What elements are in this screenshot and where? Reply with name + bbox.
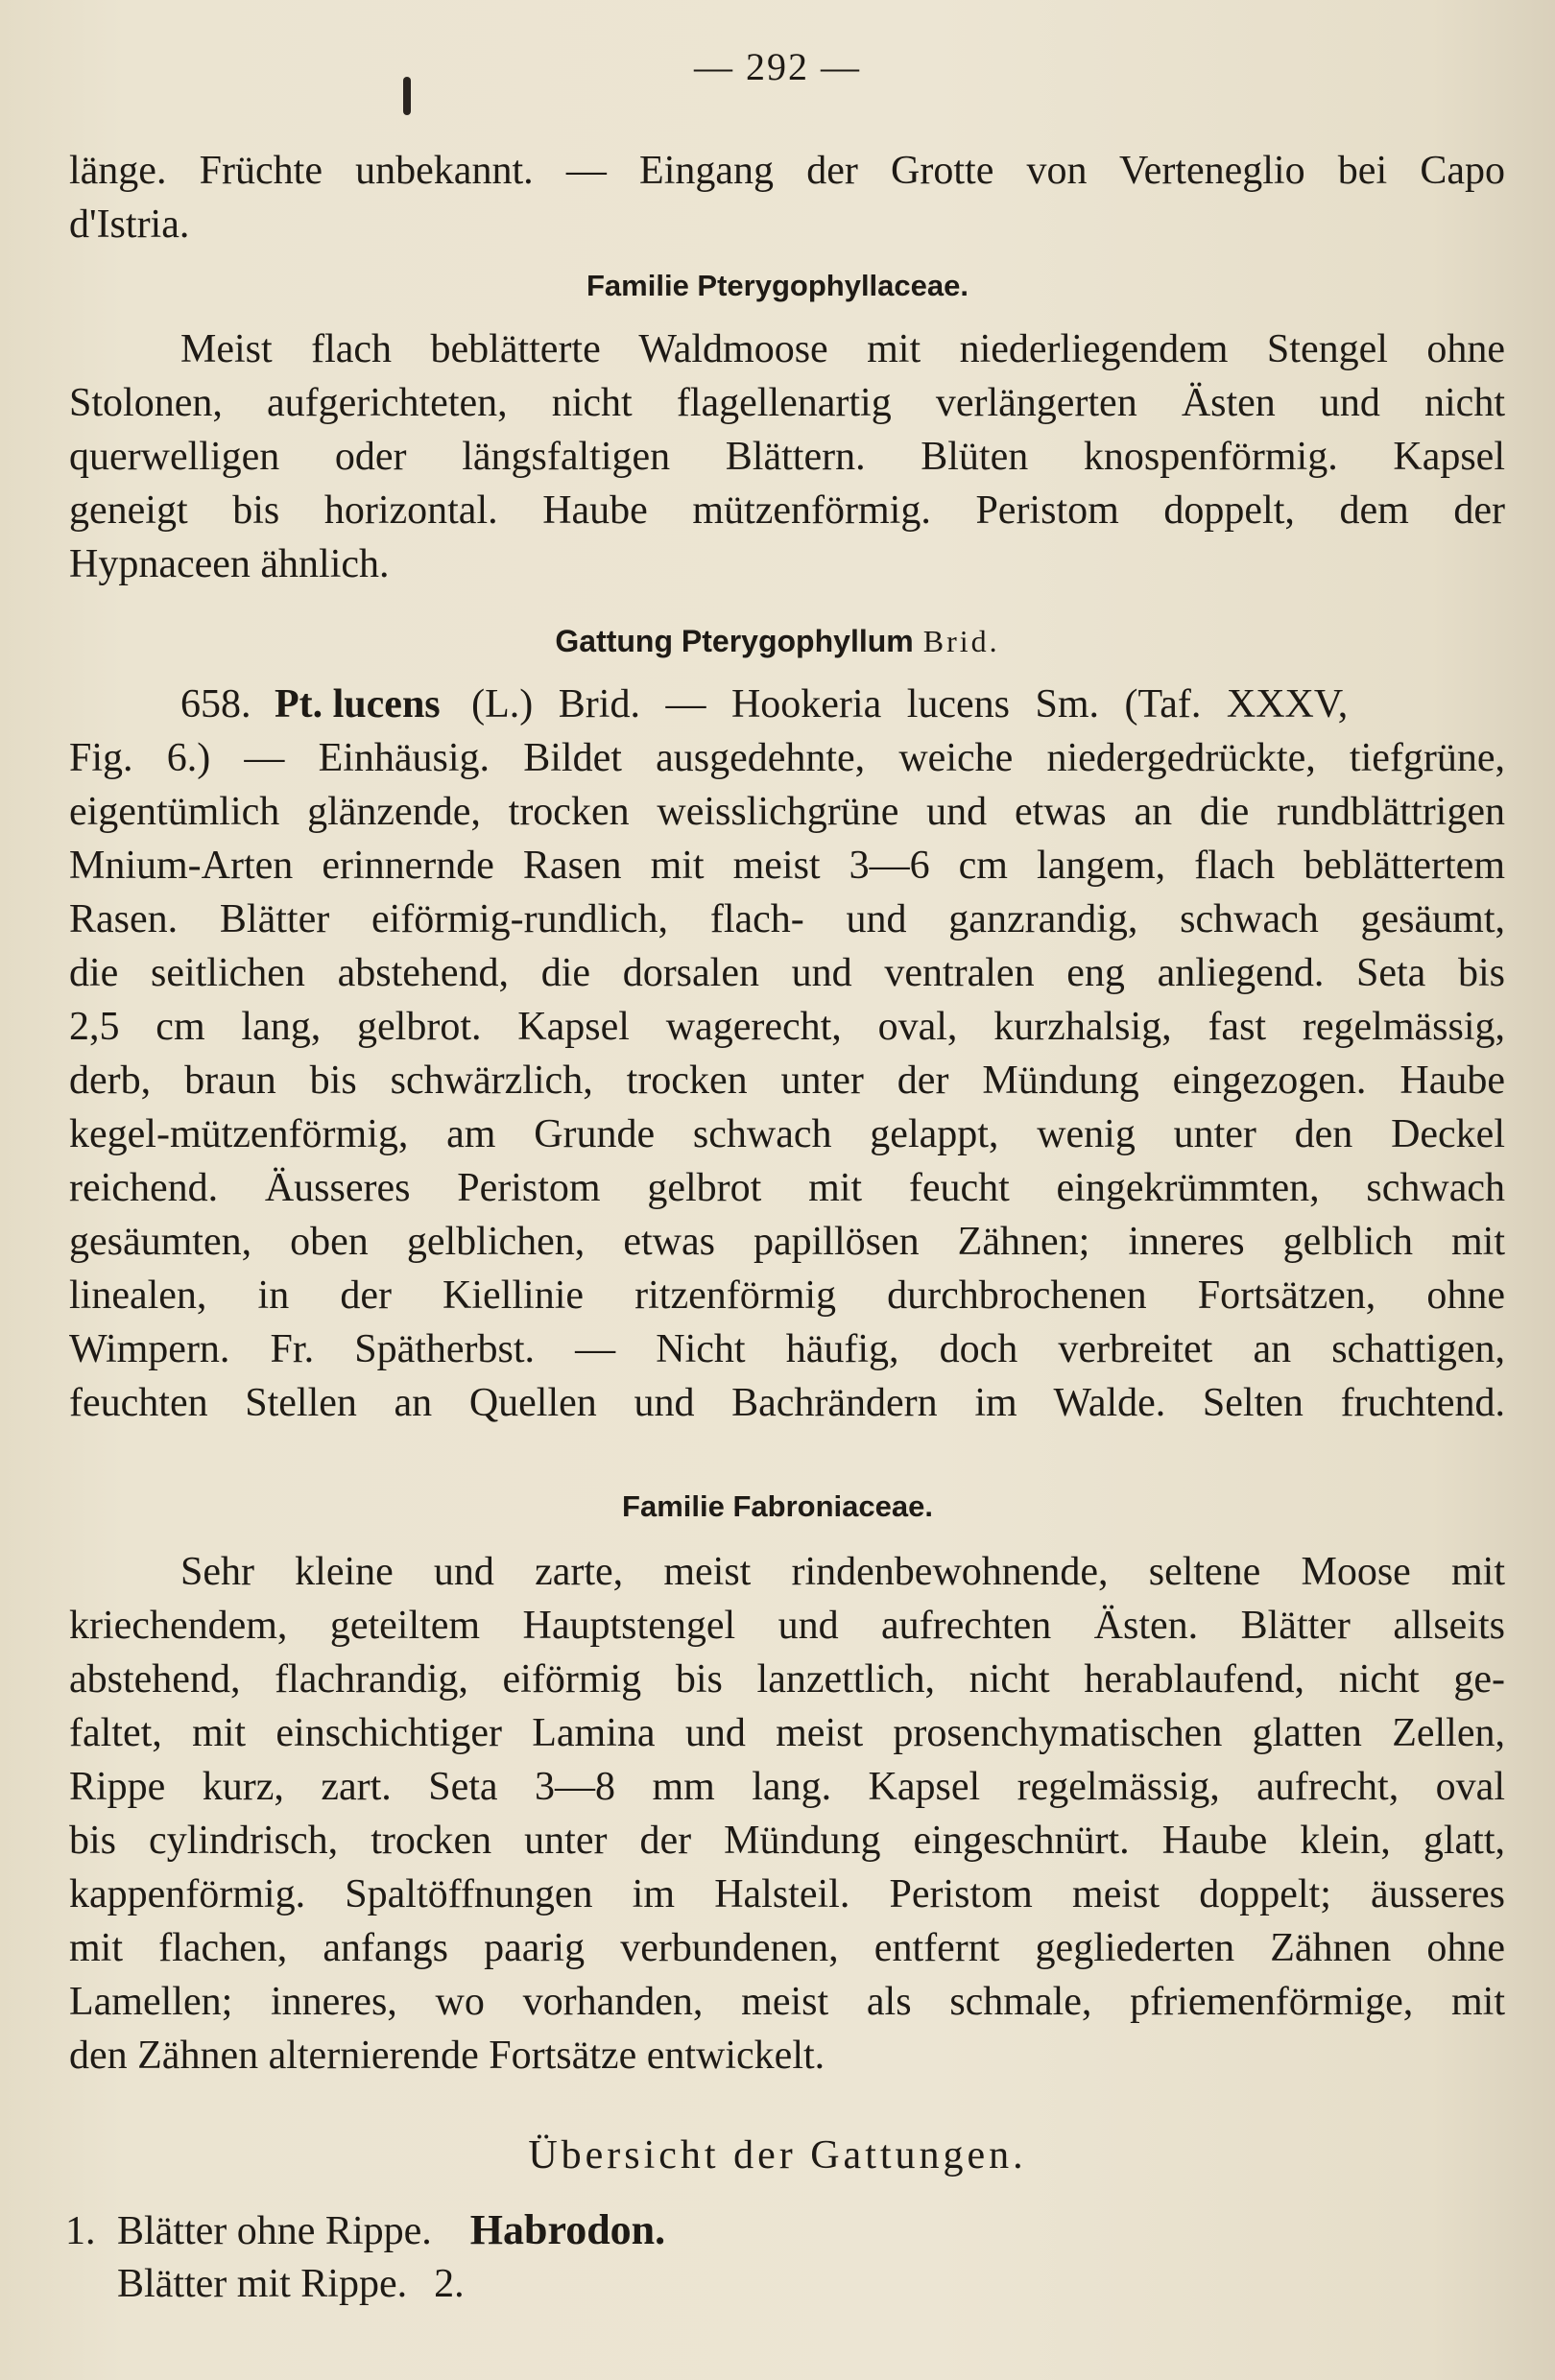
- text-line: 2,5 cm lang, gelbrot. Kapsel wagerecht, oval, kurzhalsig, fast regelmässig,: [69, 1005, 1505, 1049]
- text-line: kappenförmig. Spaltöffnungen im Halsteil. Peristom meist doppelt; äusseres: [69, 1872, 1505, 1916]
- text-line: Lamellen; inneres, wo vorhanden, meist als schmale, pfriemenförmige, mit: [69, 1980, 1505, 2024]
- page-number: — 292 —: [694, 45, 861, 88]
- key-number: 1.: [65, 2209, 96, 2253]
- family-heading-pterygophyllaceae: Familie Pterygophyllaceae.: [586, 269, 969, 302]
- text-line: den Zähnen alternierende Fortsätze entwickelt.: [69, 2034, 825, 2078]
- text-line: mit flachen, anfangs paarig verbundenen, entfernt gegliederten Zähnen ohne: [69, 1926, 1505, 1970]
- text-line: Rasen. Blätter eiförmig-rundlich, flach- und ganzrandig, schwach gesäumt,: [69, 897, 1505, 941]
- key-entry: [65, 2261, 465, 2307]
- genus-name: Gattung Pterygophyllum: [555, 624, 914, 658]
- text-line: Wimpern. Fr. Spätherbst. — Nicht häufig, doch verbreitet an schattigen,: [69, 1327, 1505, 1371]
- text-line: Sehr kleine und zarte, meist rindenbewohnende, seltene Moose mit: [180, 1550, 1505, 1594]
- text-line: die seitlichen abstehend, die dorsalen und ventralen eng anliegend. Seta bis: [69, 951, 1505, 995]
- text-line: abstehend, flachrandig, eiförmig bis lanzettlich, nicht herablaufend, nicht ge-: [69, 1657, 1505, 1702]
- species-name: Pt. lucens: [275, 682, 441, 726]
- text-line: länge. Früchte unbekannt. — Eingang der Grotte von Verteneglio bei Capo: [69, 149, 1505, 193]
- overview-title: Übersicht der Gattungen.: [528, 2133, 1027, 2178]
- text-line: eigentümlich glänzende, trocken weisslichgrüne und etwas an die rundblättrigen: [69, 790, 1505, 834]
- genus-heading: [0, 624, 1555, 659]
- family-heading-fabroniaceae: Familie Fabroniaceae.: [622, 1489, 933, 1523]
- key-text: Blätter ohne Rippe.: [117, 2209, 432, 2253]
- genus-author: Brid.: [922, 624, 1000, 658]
- key-result: Habrodon.: [469, 2206, 666, 2253]
- family-description-pterygophyllaceae: [69, 322, 1505, 591]
- text-line: gesäumten, oben gelblichen, etwas papillösen Zähnen; inneres gelblich mit: [69, 1220, 1505, 1264]
- key-text: Blätter mit Rippe.: [117, 2262, 408, 2306]
- text-line: kegel-mützenförmig, am Grunde schwach gelappt, wenig unter den Deckel: [69, 1112, 1505, 1156]
- text-line: feuchten Stellen an Quellen und Bachrändern im Walde. Selten fruchtend.: [69, 1381, 1505, 1425]
- text-line: kriechendem, geteiltem Hauptstengel und aufrechten Ästen. Blätter allseits: [69, 1604, 1505, 1648]
- family-description-fabroniaceae: [69, 1545, 1505, 2082]
- text-line: geneigt bis horizontal. Haube mützenförmig. Peristom doppelt, dem der: [69, 488, 1505, 533]
- text-line: Hypnaceen ähnlich.: [69, 542, 390, 586]
- key-result: 2.: [434, 2262, 465, 2306]
- text-line: querwelligen oder längsfaltigen Blättern. Blüten knospenförmig. Kapsel: [69, 435, 1505, 479]
- text-line: Fig. 6.) — Einhäusig. Bildet ausgedehnte, weiche niedergedrückte, tiefgrüne,: [69, 736, 1505, 780]
- species-synonym: (L.) Brid. — Hookeria lucens Sm. (Taf. XXXV,: [471, 682, 1349, 726]
- text-line: linealen, in der Kiellinie ritzenförmig durchbrochenen Fortsätzen, ohne: [69, 1273, 1505, 1318]
- text-line: Stolonen, aufgerichteten, nicht flagellenartig verlängerten Ästen und nicht: [69, 381, 1505, 425]
- text-line: Rippe kurz, zart. Seta 3—8 mm lang. Kapsel regelmässig, aufrecht, oval: [69, 1765, 1505, 1809]
- species-number: 658.: [180, 682, 251, 726]
- text-line: reichend. Äusseres Peristom gelbrot mit feucht eingekrümmten, schwach: [69, 1166, 1505, 1210]
- species-first-line: [69, 678, 1505, 731]
- species-description: [69, 678, 1505, 1430]
- text-line: faltet, mit einschichtiger Lamina und meist prosenchymatischen glatten Zellen,: [69, 1711, 1505, 1755]
- text-line: Mnium-Arten erinnernde Rasen mit meist 3—6 cm langem, flach beblättertem: [69, 844, 1505, 888]
- text-line: derb, braun bis schwärzlich, trocken unter der Mündung eingezogen. Haube: [69, 1059, 1505, 1103]
- text-line: bis cylindrisch, trocken unter der Mündung eingeschnürt. Haube klein, glatt,: [69, 1819, 1505, 1863]
- key-entry: [65, 2205, 665, 2254]
- text-line: Meist flach beblätterte Waldmoose mit niederliegendem Stengel ohne: [180, 327, 1505, 371]
- text-line: d'Istria.: [69, 202, 190, 247]
- intro-paragraph: [69, 144, 1505, 251]
